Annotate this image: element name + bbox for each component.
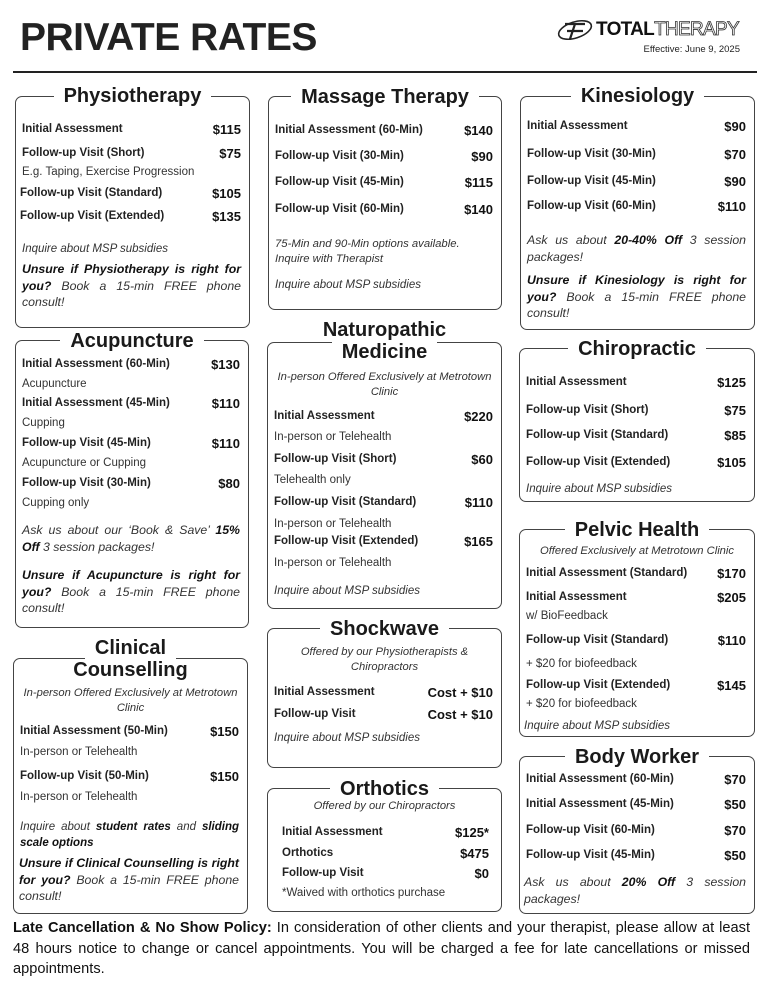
price-row: Follow-up Visit (30-Min) $90 bbox=[275, 149, 493, 164]
row-subtext: Telehealth only bbox=[274, 474, 351, 486]
price-row: Initial Assessment (Standard) $170 bbox=[526, 566, 746, 581]
price-row: Follow-up Visit (Short) $75 bbox=[526, 403, 746, 418]
provider-note: Offered by our Chiropractors bbox=[313, 800, 456, 812]
orthotics-card bbox=[267, 778, 502, 912]
row-subtext: Cupping bbox=[22, 417, 65, 429]
consult-note: Unsure if Physiotherapy is right for you? Book a 15-min FREE phone consult! bbox=[22, 262, 241, 310]
cancellation-policy: Late Cancellation & No Show Policy: In consideration of other clients and your therapist, please allow at least 48 hours notice to change or cancel appointments. You will be charged a fee for late cancellations or missed appointments. bbox=[13, 920, 750, 978]
price-row: Follow-up Visit (Standard) $85 bbox=[526, 428, 746, 443]
row-subtext: Acupuncture or Cupping bbox=[22, 457, 147, 469]
location-note: Offered Exclusively at Metrotown Clinic bbox=[540, 545, 734, 557]
body-worker-card bbox=[519, 746, 755, 914]
provider-note: Offered by our Physiotherapists & Chiropractors bbox=[300, 646, 469, 673]
price-row: Follow-up Visit (45-Min) $50 bbox=[526, 848, 746, 863]
msp-note: Inquire about MSP subsidies bbox=[275, 279, 421, 291]
row-subtext: In-person or Telehealth bbox=[20, 746, 138, 758]
price-row: Follow-up Visit (45-Min) $90 bbox=[527, 174, 746, 189]
price-row: Orthotics $475 bbox=[282, 846, 489, 861]
price-row: Follow-up Visit (Standard) $105 bbox=[20, 186, 241, 201]
row-subtext: + $20 for biofeedback bbox=[526, 658, 637, 670]
package-note: Ask us about 20-40% Off 3 session packages! bbox=[527, 233, 747, 264]
options-note: 75-Min and 90-Min options available. Inquire with Therapist bbox=[275, 238, 460, 266]
price-row: Follow-up Visit (Standard) $110 bbox=[274, 495, 493, 510]
package-note: Ask us about 20% Off 3 session packages! bbox=[524, 875, 747, 906]
price-row: Follow-up Visit (60-Min) $70 bbox=[526, 823, 746, 838]
chiropractic-card bbox=[519, 338, 755, 502]
price-row: Follow-up Visit (Short) $60 bbox=[274, 452, 493, 467]
physiotherapy-title: Physiotherapy bbox=[16, 86, 249, 106]
naturopathic-title: Naturopathic Medicine bbox=[268, 319, 501, 363]
price-row: Follow-up Visit (30-Min) $70 bbox=[527, 147, 746, 162]
massage-therapy-card bbox=[268, 86, 502, 310]
msp-note: Inquire about MSP subsidies bbox=[22, 243, 168, 255]
price-row: Initial Assessment $220 bbox=[274, 409, 493, 424]
price-row: Follow-up Visit (60-Min) $110 bbox=[527, 199, 746, 214]
price-row: Follow-up Visit (Extended) $105 bbox=[526, 455, 746, 470]
price-row: Follow-up Visit (Standard) $110 bbox=[526, 633, 746, 648]
pelvic-health-card bbox=[519, 519, 755, 737]
price-row: Follow-up Visit (Extended) $145 bbox=[526, 678, 746, 693]
row-subtext: In-person or Telehealth bbox=[274, 557, 392, 569]
row-subtext: Acupuncture bbox=[22, 378, 87, 390]
price-row: Follow-up Visit (Extended) $165 bbox=[274, 534, 493, 549]
price-row: Follow-up Visit (30-Min) $80 bbox=[22, 476, 240, 491]
price-row: Initial Assessment (60-Min) $70 bbox=[526, 772, 746, 787]
row-subtext: w/ BioFeedback bbox=[526, 610, 608, 622]
acupuncture-card bbox=[15, 330, 249, 628]
price-row: Follow-up Visit (45-Min) $115 bbox=[275, 175, 493, 190]
shockwave-card bbox=[267, 618, 502, 768]
brand-logo bbox=[556, 15, 746, 47]
msp-note: Inquire about MSP subsidies bbox=[274, 585, 420, 597]
price-row: Initial Assessment (45-Min) $50 bbox=[526, 797, 746, 812]
price-row: Follow-up Visit Cost + $10 bbox=[274, 707, 493, 722]
package-note: Ask us about our ‘Book & Save’ 15% Off 3 session packages! bbox=[22, 523, 240, 554]
price-row: Initial Assessment $205 bbox=[526, 590, 746, 605]
massage-therapy-title: Massage Therapy bbox=[269, 87, 501, 107]
msp-note: Inquire about MSP subsidies bbox=[526, 483, 672, 495]
shockwave-title: Shockwave bbox=[268, 619, 501, 639]
price-row: Follow-up Visit (60-Min) $140 bbox=[275, 202, 493, 217]
price-row: Initial Assessment $90 bbox=[527, 119, 746, 134]
counselling-card bbox=[13, 637, 248, 914]
price-row: Follow-up Visit (50-Min) $150 bbox=[20, 769, 239, 784]
location-note: In-person Offered Exclusively at Metrotown Clinic bbox=[23, 687, 238, 714]
physiotherapy-card bbox=[15, 85, 250, 328]
footnote: *Waived with orthotics purchase bbox=[282, 887, 446, 899]
student-rates-note: Inquire about student rates and sliding scale options bbox=[20, 821, 240, 849]
logo-wordmark: TOTALTHERAPY bbox=[596, 19, 739, 40]
price-row: Initial Assessment Cost + $10 bbox=[274, 685, 493, 700]
kinesiology-title: Kinesiology bbox=[521, 86, 754, 106]
price-row: Initial Assessment (60-Min) $130 bbox=[22, 357, 240, 372]
price-row: Follow-up Visit $0 bbox=[282, 866, 489, 881]
msp-note: Inquire about MSP subsidies bbox=[524, 720, 670, 732]
kinesiology-card bbox=[520, 85, 755, 330]
chiropractic-title: Chiropractic bbox=[520, 339, 754, 359]
row-subtext: In-person or Telehealth bbox=[274, 518, 392, 530]
naturopathic-card bbox=[267, 319, 502, 609]
msp-note: Inquire about MSP subsidies bbox=[274, 732, 420, 744]
acupuncture-title: Acupuncture bbox=[16, 331, 248, 351]
row-subtext: In-person or Telehealth bbox=[20, 791, 138, 803]
consult-note: Unsure if Clinical Counselling is right for you? Book a 15-min FREE phone consult! bbox=[19, 856, 239, 904]
location-note: In-person Offered Exclusively at Metrotown Clinic bbox=[277, 371, 492, 398]
price-row: Initial Assessment (60-Min) $140 bbox=[275, 123, 493, 138]
price-row: Initial Assessment $125* bbox=[282, 825, 489, 840]
row-subtext: + $20 for biofeedback bbox=[526, 698, 637, 710]
page-title: PRIVATE RATES bbox=[20, 16, 317, 59]
header-divider bbox=[13, 71, 757, 73]
row-subtext: Cupping only bbox=[22, 497, 90, 509]
logo-icon bbox=[556, 17, 594, 43]
price-row: Initial Assessment $125 bbox=[526, 375, 746, 390]
price-row: Follow-up Visit (Short) $75 bbox=[22, 146, 241, 161]
pelvic-health-title: Pelvic Health bbox=[520, 520, 754, 540]
price-row: Initial Assessment (45-Min) $110 bbox=[22, 396, 240, 411]
body-worker-title: Body Worker bbox=[520, 747, 754, 767]
effective-date: Effective: June 9, 2025 bbox=[643, 44, 740, 55]
counselling-title: Clinical Counselling bbox=[14, 637, 247, 681]
row-subtext: In-person or Telehealth bbox=[274, 431, 392, 443]
consult-note: Unsure if Acupuncture is right for you? Book a 15-min FREE phone consult! bbox=[22, 568, 240, 616]
price-row: Follow-up Visit (Extended) $135 bbox=[20, 209, 241, 224]
price-row: Initial Assessment $115 bbox=[22, 122, 241, 137]
row-subtext: E.g. Taping, Exercise Progression bbox=[22, 166, 195, 178]
price-row: Follow-up Visit (45-Min) $110 bbox=[22, 436, 240, 451]
orthotics-title: Orthotics bbox=[268, 779, 501, 799]
consult-note: Unsure if Kinesiology is right for you? Book a 15-min FREE phone consult! bbox=[527, 273, 746, 321]
price-row: Initial Assessment (50-Min) $150 bbox=[20, 724, 239, 739]
